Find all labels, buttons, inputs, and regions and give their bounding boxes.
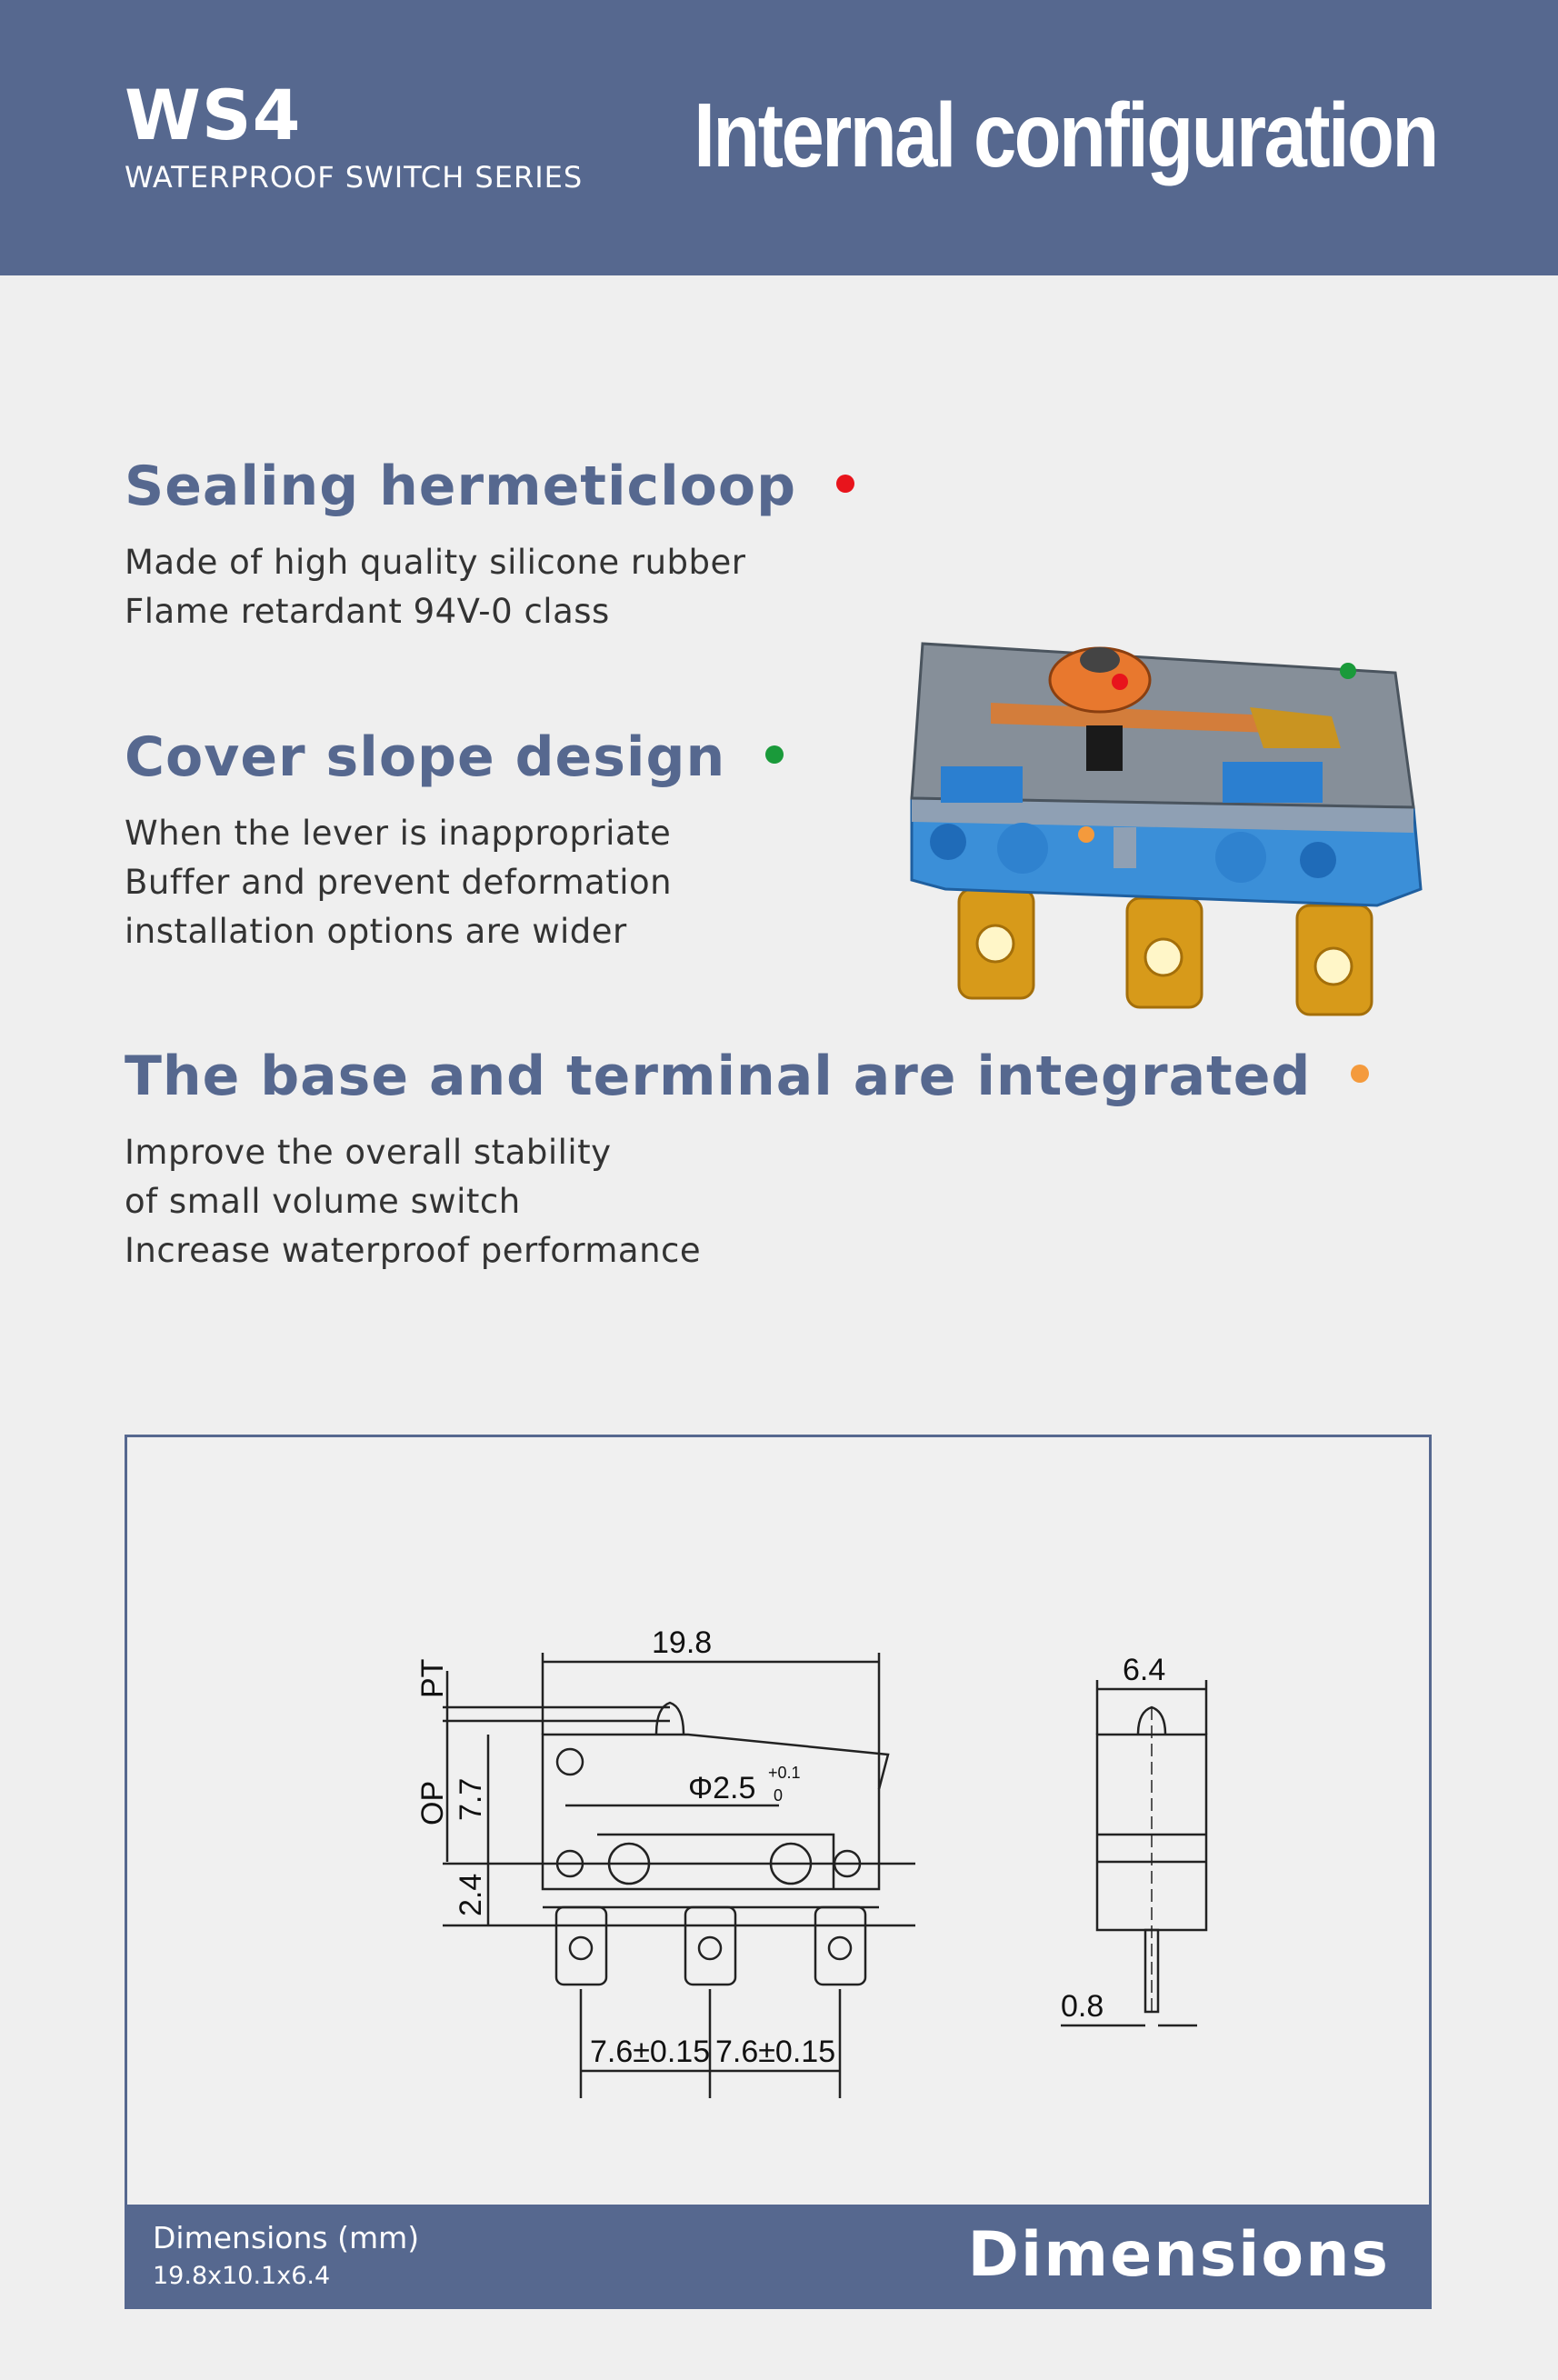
orange-dot-icon	[1351, 1065, 1369, 1083]
feature-line: of small volume switch	[125, 1182, 521, 1221]
feature-title-text: The base and terminal are integrated	[125, 1045, 1312, 1108]
green-marker-icon	[1340, 663, 1356, 679]
red-dot-icon	[836, 475, 854, 493]
feature-desc-base	[125, 1128, 701, 1275]
feature-title-text: Cover slope design	[125, 725, 726, 789]
brand-name: WS4	[125, 75, 302, 155]
dimensions-title: Dimensions	[967, 2219, 1390, 2291]
feature-line: Buffer and prevent deformation	[125, 863, 673, 902]
switch-front-outline	[543, 1735, 888, 1889]
dim-op: OP	[415, 1780, 450, 1825]
dim-height: 7.7	[454, 1777, 488, 1821]
feature-title-base	[125, 1045, 1369, 1108]
dim-pitch-right: 7.6±0.15	[715, 2035, 836, 2069]
dim-hole: Φ2.5	[688, 1771, 756, 1805]
dim-base: 2.4	[454, 1873, 488, 1916]
feature-line: Increase waterproof performance	[125, 1231, 702, 1270]
red-marker-icon	[1112, 674, 1128, 690]
feature-line: Made of high quality silicone rubber	[125, 543, 746, 582]
dim-hole-tol-lower: 0	[774, 1786, 784, 1805]
dim-pitch-left: 7.6±0.15	[590, 2035, 711, 2069]
dim-hole-tol-upper: +0.1	[768, 1764, 801, 1782]
terminal-middle	[1127, 898, 1202, 1007]
dimension-drawing	[125, 1435, 1432, 2207]
feature-line: installation options are wider	[125, 912, 627, 951]
feature-desc-sealing	[125, 538, 745, 636]
dim-side-width: 6.4	[1123, 1653, 1166, 1687]
switch-product-image	[904, 616, 1432, 1025]
dimensions-size: 19.8x10.1x6.4	[153, 2262, 331, 2290]
dim-width: 19.8	[652, 1625, 713, 1660]
feature-title-text: Sealing hermeticloop	[125, 455, 797, 518]
feature-line: When the lever is inappropriate	[125, 814, 672, 853]
dim-pt: PT	[415, 1658, 450, 1698]
dimensions-label: Dimensions (mm)	[153, 2220, 420, 2255]
dim-terminal-thickness: 0.8	[1061, 1989, 1104, 2024]
green-dot-icon	[765, 745, 784, 764]
page-title: Internal configuration	[694, 85, 1437, 186]
terminal-right	[1297, 905, 1372, 1015]
feature-title-cover	[125, 725, 784, 789]
feature-line: Flame retardant 94V-0 class	[125, 592, 610, 631]
feature-desc-cover	[125, 809, 672, 956]
series-name: WATERPROOF SWITCH SERIES	[125, 160, 584, 195]
feature-title-sealing	[125, 455, 854, 518]
terminal-left	[959, 889, 1034, 998]
orange-marker-icon	[1078, 826, 1094, 843]
feature-line: Improve the overall stability	[125, 1133, 612, 1172]
